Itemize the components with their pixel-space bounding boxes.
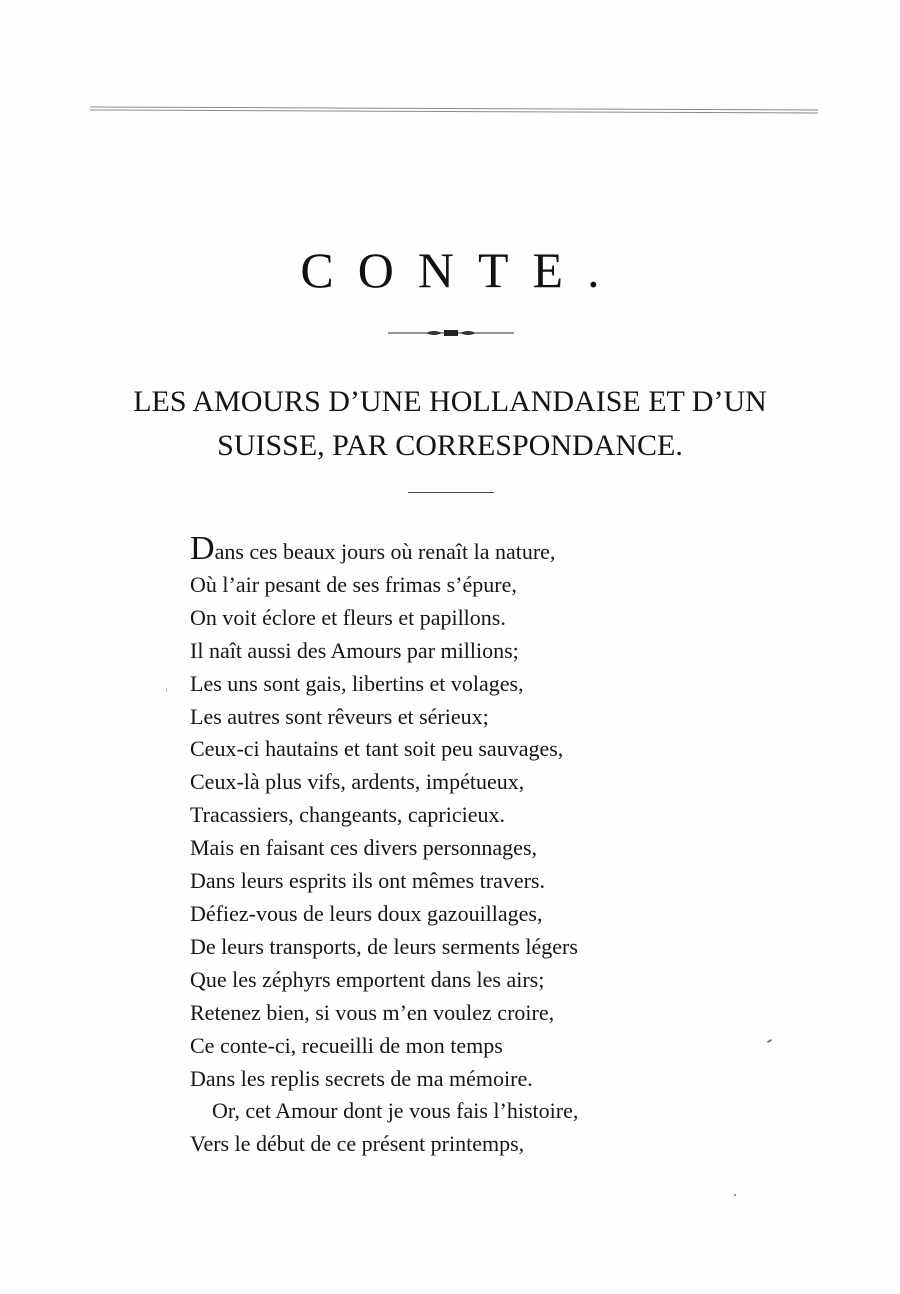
poem-line-text: ans ces beaux jours où renaît la nature, [214, 539, 556, 564]
poem-line: Mais en faisant ces divers personnages, [190, 835, 538, 861]
paper-speck [166, 688, 167, 692]
short-rule [408, 492, 494, 493]
top-rule-line [90, 110, 818, 113]
page-title: CONTE. [300, 242, 624, 298]
drop-cap: D [190, 530, 215, 567]
poem-line: Que les zéphyrs emportent dans les airs; [190, 966, 545, 992]
poem-line: Il naît aussi des Amours par millions; [190, 637, 519, 663]
ornament-divider [388, 326, 514, 340]
top-double-rule [90, 104, 818, 118]
poem-line: Les autres sont rêveurs et sérieux; [190, 703, 489, 729]
poem-line: Dans les replis secrets de ma mémoire. [190, 1065, 533, 1091]
poem-line-indented: Or, cet Amour dont je vous fais l’histoire, [212, 1098, 579, 1124]
story-subtitle: LES AMOURS D’UNE HOLLANDAISE ET D’UN SUISSE, PAR CORRESPONDANCE. [133, 385, 767, 462]
poem-line: De leurs transports, de leurs serments légers [190, 933, 578, 959]
poem-line: Où l’air pesant de ses frimas s’épure, [190, 571, 517, 597]
poem-line: Défiez-vous de leurs doux gazouillages, [190, 900, 543, 926]
poem-line: Ceux-ci hautains et tant soit peu sauvages, [190, 736, 564, 762]
poem-line: On voit éclore et fleurs et papillons. [190, 604, 506, 630]
poem-line: Vers le début de ce présent printemps, [190, 1131, 525, 1157]
top-rule-line [90, 107, 818, 110]
poem-line: Retenez bien, si vous m’en voulez croire, [190, 999, 555, 1025]
poem-line: Les uns sont gais, libertins et volages, [190, 670, 524, 696]
poem-line: Tracassiers, changeants, capricieux. [190, 802, 506, 828]
paper-speck [734, 1194, 736, 1196]
poem-line: Dans leurs esprits ils ont mêmes travers. [190, 868, 545, 894]
poem-body [190, 530, 710, 1161]
poem-line: Ce conte-ci, recueilli de mon temps [190, 1032, 503, 1058]
poem-line [190, 530, 710, 569]
paper-speck [767, 1039, 772, 1043]
poem-line: Ceux-là plus vifs, ardents, impétueux, [190, 769, 525, 795]
